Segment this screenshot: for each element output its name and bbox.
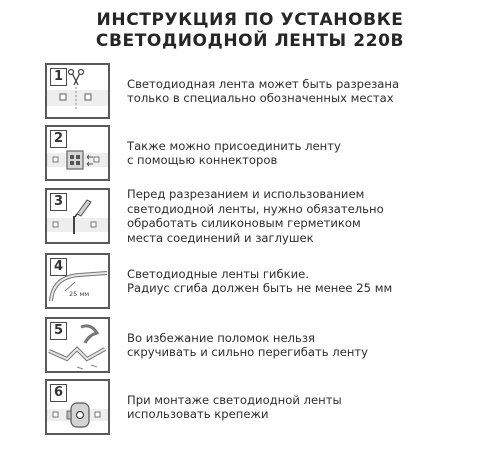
step-1-description: Светодиодная лента может быть разрезана только в специально обозначенных местах — [127, 76, 400, 105]
radius-label: 25 мм — [69, 290, 90, 298]
step-number: 2 — [50, 130, 67, 148]
step-number: 6 — [50, 384, 67, 402]
step-2 — [45, 125, 495, 181]
title-line-2: СВЕТОДИОДНОЙ ЛЕНТЫ 220В — [95, 31, 405, 51]
step-5-illustration — [45, 317, 110, 373]
step-3-illustration — [45, 188, 110, 244]
step-number: 1 — [50, 68, 67, 86]
step-3 — [45, 188, 495, 244]
step-2-description: Также можно присоединить ленту с помощью коннекторов — [127, 138, 341, 167]
page-title — [0, 10, 500, 52]
step-4-description: Светодиодные ленты гибкие. Радиус сгиба должен быть не менее 25 мм — [127, 266, 393, 295]
step-5-description: Во избежание поломок нельзя скручивать и сильно перегибать ленту — [127, 330, 369, 359]
step-5 — [45, 317, 495, 373]
step-6-description: При монтаже светодиодной ленты использовать крепежи — [127, 392, 342, 421]
step-4 — [45, 253, 495, 309]
step-number: 3 — [50, 193, 67, 211]
step-2-illustration — [45, 125, 110, 181]
step-1-illustration — [45, 63, 110, 119]
step-number: 5 — [50, 322, 67, 340]
step-6 — [45, 379, 495, 435]
step-4-illustration — [45, 253, 110, 309]
step-number: 4 — [50, 258, 67, 276]
step-3-description: Перед разрезанием и использованием светодиодной ленты, нужно обязательно обработать силиконовым герметиком места соединений и заглушек — [127, 187, 384, 245]
step-6-illustration — [45, 379, 110, 435]
step-1 — [45, 63, 495, 119]
title-line-1: ИНСТРУКЦИЯ ПО УСТАНОВКЕ — [96, 10, 404, 30]
